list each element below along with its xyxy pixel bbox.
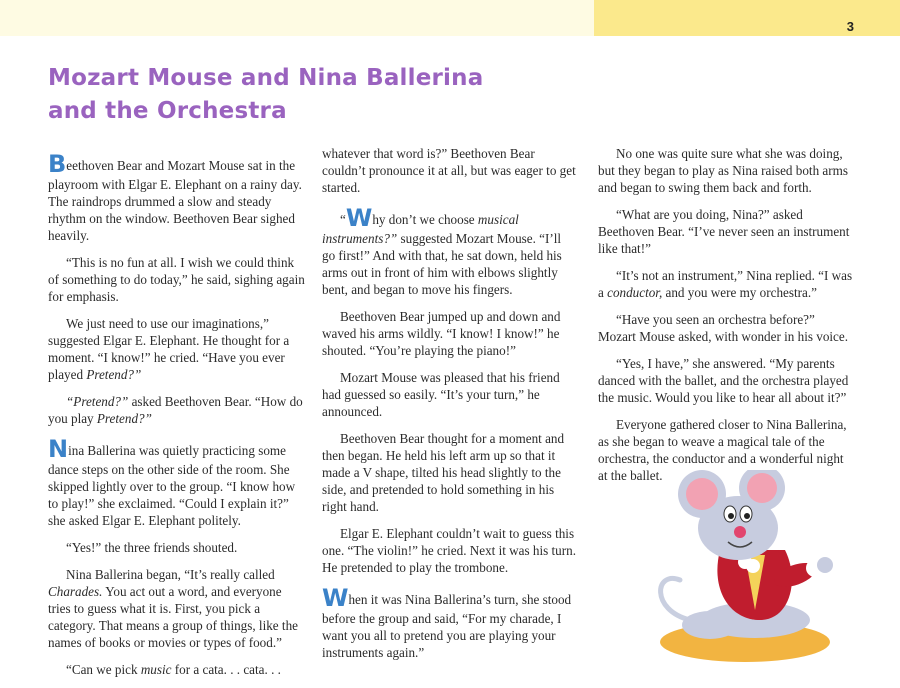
paragraph: No one was quite sure what she was doing, but they began to play as Nina raised both arms and began to swing them back and forth. <box>598 146 848 195</box>
paragraph-text: “Can we pick <box>66 662 141 677</box>
paragraph <box>48 566 305 651</box>
pupil-shape <box>744 513 750 519</box>
drop-cap: W <box>345 204 373 232</box>
paragraph <box>48 315 305 383</box>
text-column-1 <box>48 152 305 688</box>
italic-text: music <box>140 662 172 677</box>
paragraph-text: and you were my orchestra.” <box>662 285 817 300</box>
italic-text: Pretend?” <box>86 367 142 382</box>
paragraph: “Yes, I have,” she answered. “My parents danced with the ballet, and the orchestra played the music. Would you like to hear all about it?” <box>598 356 849 405</box>
paragraph-text: for a cata. . . cata. . . <box>171 662 281 677</box>
paragraph-text: We just need to use our imaginations,” suggested Elgar E. Elephant. He thought for a moment. “I know!” he cried. “Have you ever played <box>48 316 290 382</box>
paragraph-text: “ <box>340 212 346 227</box>
paragraph: Beethoven Bear thought for a moment and then began. He held his left arm up so that it made a V shape, tilted his head slightly to the side, and pretended to hold something in his right hand. <box>322 431 565 514</box>
ruffle-shape <box>746 559 760 573</box>
paragraph-text: “It’s not an instrument,” Nina replied. “I was a <box>598 268 853 300</box>
paragraph <box>598 267 856 301</box>
italic-text: Charades. <box>48 584 103 599</box>
drop-cap: W <box>322 584 349 612</box>
paragraph <box>48 437 305 529</box>
paragraph-text: eethoven Bear and Mozart Mouse sat in the playroom with Elgar E. Elephant on a rainy day. The raindrops drummed a slow and steady rhythm on the window. Beethoven Bear sighed heavily. <box>48 158 302 243</box>
nose-shape <box>734 526 746 538</box>
text-column-3 <box>598 145 856 494</box>
text-column-2 <box>322 145 577 671</box>
paragraph-text: asked Beethoven Bear. “How do you play <box>48 394 303 426</box>
paragraph-text: You act out a word, and everyone tries to guess what it is. First, you pick a category. That means a group of things, like the names of books or movies or types of food.” <box>48 584 298 650</box>
paragraph <box>48 393 305 427</box>
paragraph: Beethoven Bear jumped up and down and waved his arms wildly. “I know! I know!” he shouted. “You’re playing the piano!” <box>322 309 561 358</box>
paragraph-text: hy don’t we choose <box>372 212 478 227</box>
pupil-shape <box>728 513 734 519</box>
header-bar-left <box>0 0 594 36</box>
paragraph-text: suggested Mozart Mouse. “I’ll go first!” And with that, he sat down, held his arms out in front of him with elbows slightly bent, and began to move his fingers. <box>322 231 562 297</box>
page-number: 3 <box>846 19 854 34</box>
foot-shape <box>682 611 738 639</box>
paragraph: Mozart Mouse was pleased that his friend had guessed so easily. “It’s your turn,” he announced. <box>322 370 560 419</box>
drop-cap: B <box>48 150 67 178</box>
paragraph-text: ina Ballerina was quietly practicing some dance steps on the other side of the room. She skipped lightly over to the group. “I know how to play!” she exclaimed. “Could I explain it?” she asked Elgar E. Elephant politely. <box>48 443 296 528</box>
italic-text: conductor, <box>607 285 663 300</box>
hand-shape <box>817 557 833 573</box>
inner-ear-shape <box>686 478 718 510</box>
story-title <box>48 62 483 128</box>
italic-text: musical instruments?” <box>322 212 519 246</box>
paragraph: whatever that word is?” Beethoven Bear couldn’t pronounce it at all, but was eager to get started. <box>322 146 576 195</box>
italic-text: “Pretend?” <box>66 394 129 409</box>
paragraph: “Have you seen an orchestra before?” Mozart Mouse asked, with wonder in his voice. <box>598 312 848 344</box>
title-line-2: and the Orchestra <box>48 98 287 124</box>
paragraph <box>322 206 577 298</box>
header-bar-right <box>594 0 900 36</box>
paragraph: Everyone gathered closer to Nina Ballerina, as she began to weave a magical tale of the orchestra, the conductor and a wonderful night at the ballet. <box>598 417 847 483</box>
italic-text: Pretend?” <box>96 411 152 426</box>
tail-shape <box>661 578 690 620</box>
drop-cap: N <box>48 435 69 463</box>
paragraph: “Yes!” the three friends shouted. <box>66 540 238 555</box>
paragraph <box>48 152 305 244</box>
paragraph <box>322 586 577 661</box>
paragraph: Elgar E. Elephant couldn’t wait to guess this one. “The violin!” he cried. Next it was his turn. He pretended to play the trombone. <box>322 526 576 575</box>
paragraph: “What are you doing, Nina?” asked Beethoven Bear. “I’ve never seen an instrument like that!” <box>598 207 850 256</box>
paragraph-text: hen it was Nina Ballerina’s turn, she stood before the group and said, “For my charade, I want you all to pretend you are playing your instruments again.” <box>322 592 572 660</box>
title-line-1: Mozart Mouse and Nina Ballerina <box>48 65 484 91</box>
paragraph: “This is no fun at all. I wish we could think of something to do today,” he said, sighing again for emphasis. <box>48 255 305 304</box>
inner-ear-shape <box>747 473 777 503</box>
paragraph <box>48 661 305 678</box>
paragraph-text: Nina Ballerina began, “It’s really called <box>66 567 275 582</box>
mozart-mouse-illustration <box>650 470 890 670</box>
